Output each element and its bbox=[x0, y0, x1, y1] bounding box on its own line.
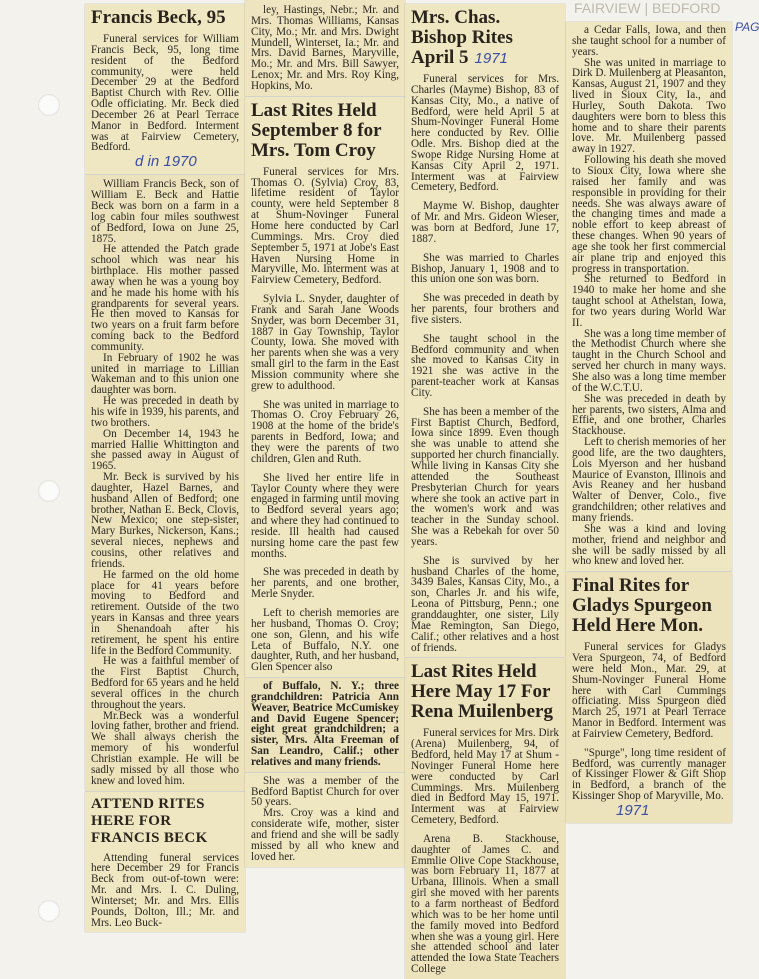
headline: Last Rites Held September 8 for Mrs. Tom Croy bbox=[251, 99, 382, 161]
paragraph: Arena B. Stackhouse, daughter of James C. and Emmlie Olive Cope Stackhouse, was born February 11, 1877 at Urbana, Illinois. When a small girl she moved with her parents to a farm northeast of Bedford which was to be her home until the family moved into Bedford when she was a young girl. Here she attended school and later attended the Iowa State Teachers College bbox=[411, 832, 559, 976]
clipping-croy-end bbox=[245, 773, 405, 867]
column-3 bbox=[405, 4, 565, 979]
cemetery-stamp: FAIRVIEW | BEDFORD bbox=[574, 0, 721, 16]
headline-text: Mrs. Chas. Bishop Rites April 5 bbox=[411, 7, 513, 68]
paragraph: She was united in marriage to Thomas O. Croy February 26, 1908 at the home of the bride's parents in Bedford, Iowa; and they were the parents of two children, Glen and Ruth. bbox=[251, 398, 399, 465]
paragraph: She was a member of the Bedford Baptist Church for over 50 years. bbox=[251, 774, 399, 809]
clipping-croy bbox=[245, 97, 405, 677]
paragraph: She is survived by her husband Charles of the home, 3439 Bales, Kansas City, Mo., a son, Charles Jr. and his wife, Leona of Pittsburg, Penn.; one granddaughter, one sister, Lily Mae Remington, San Diego, Calif.; other relatives and a host of friends. bbox=[411, 554, 559, 654]
paragraph: In February of 1902 he was united in marriage to Lillian Wakeman and to this union one daughter was born. bbox=[91, 351, 239, 397]
paragraph: She taught school in the Bedford community and when she moved to Kansas City in 1921 she was active in the parent-teacher work at Kansas City. bbox=[411, 332, 559, 399]
headline: Francis Beck, 95 bbox=[91, 7, 226, 28]
paragraph: He attended the Patch grade school which was near his birthplace. His mother passed away when he was a young boy and he made his home with his grandparents for several years. He then moved to Kansas for two years on a fruit farm before coming back to the Bedford community. bbox=[91, 243, 239, 353]
paragraph: Mr. Beck is survived by his daughter, Hazel Barnes, and husband Allen of Bedford; one brother, Nathan E. Beck, Clovis, New Mexico; one step-sister, Mary Burkes, Nickerson, Kans.; several nieces, nephews and cousins, other relatives and friends. bbox=[91, 471, 239, 570]
paragraph: Attending funeral services here December 29 for Francis Beck from out-of-town were: Mr. and Mrs. I. C. Duling, Winterset; Mr. and Mrs. Ellis Pounds, Dolton, Ill.; Mr. and Mrs. Leo Buck- bbox=[91, 851, 239, 929]
article-body bbox=[91, 34, 239, 153]
paragraph: She lived her entire life in Taylor County where they were engaged in farming until moving to Bedford several years ago; and where they had continued to reside. Ill health had caused nursing home care the past few months. bbox=[251, 471, 399, 560]
handwritten-year: 1971 bbox=[474, 50, 508, 67]
paragraph: On December 14, 1943 he married Hallie Whittington and she passed away in August of 1965. bbox=[91, 427, 239, 473]
paragraph: She has been a member of the First Baptist Church, Bedford, Iowa since 1899. Even though she was unable to attend she supported her church financially. While living in Kansas City she attended the Southeast Presbyterian Church for years where she took an active part in the women's work and was teacher in the Sunday school. She was a Rebekah for over 50 years. bbox=[411, 405, 559, 548]
article-body bbox=[411, 728, 559, 975]
paragraph: He was preceded in death by his wife in 1939, his parents, and two brothers. bbox=[91, 395, 239, 429]
paragraph: Sylvia L. Snyder, daughter of Frank and Sarah Jane Woods Snyder, was born December 31, 1887 in Gay Township, Taylor County, Iowa. She moved with her parents when she was a very small girl to the farm in the East Mission community where she grew to adulthood. bbox=[251, 293, 399, 392]
clipping-muilenberg-continued bbox=[566, 22, 732, 571]
paragraph: Funeral services for William Francis Beck, 95, long time resident of the Bedford community, were held December 29 at the Bedford Baptist Church with Rev. Ollie Odle officiating. Mr. Beck died December 26 at Pearl Terrace Manor in Bedford. Interment was at Fairview Cemetery, Bedford. bbox=[91, 33, 239, 154]
paragraph: Funeral services for Gladys Vera Spurgeon, 74, of Bedford were held Mon., Mar. 29, at Shum-Novinger Funeral Home here with Carl Cummings officiating. Miss Spurgeon died March 25, 1971 at Pearl Terrace Manor in Bedford. Interment was at Fairview Cemetery, Bedford. bbox=[572, 641, 726, 740]
paragraph: She was preceded in death by her parents, two sisters, Alma and Effie, and one brother, Charles Stackhouse. bbox=[572, 392, 726, 438]
paragraph: Mrs. Croy was a kind and considerate wife, mother, sister and friend and she will be sadly missed by all who knew and loved her. bbox=[251, 807, 399, 863]
clipping-attend-rites-continued bbox=[245, 0, 405, 96]
headline: Final Rites for Gladys Spurgeon Held Here Mon. bbox=[572, 575, 712, 637]
clipping-croy-survivors bbox=[245, 678, 405, 772]
paragraph: ley, Hastings, Nebr.; Mr. and Mrs. Thomas Williams, Kansas City, Mo.; Mr. and Mrs. Dwight Mundell, Winterset, Ia.; Mr. and Mrs. David Barnes, Maryville, Mo.; Mr. and Mrs. Bill Sawyer, Lenox; Mr. and Mrs. Roy King, Hopkins, Mo. bbox=[251, 4, 399, 92]
column-2 bbox=[245, 0, 405, 867]
paragraph: Mr.Beck was a wonderful loving father, brother and friend. We shall always cherish the memory of his wonderful Christian example. He will be sadly missed by all those who knew and loved him. bbox=[91, 709, 239, 787]
paragraph: Funeral services for Mrs. Dirk (Arena) Muilenberg, 94, of Bedford, held May 17 at Shum - Novinger Funeral Home here were conducted by Carl Cummings. Mrs. Muilenberg died in Bedford May 15, 1971. Interment was at Fairview Cemetery, Bedford. bbox=[411, 727, 559, 827]
paragraph: "Spurge", long time resident of Bedford, was currently manager of Kissinger Flower & Gift Shop in Bedford, a branch of the Kissinger Shop of Maryville, Mo. bbox=[572, 746, 726, 803]
binder-hole bbox=[38, 900, 60, 922]
clipping-beck-header bbox=[85, 4, 245, 174]
headline bbox=[411, 8, 559, 68]
article-body bbox=[91, 853, 239, 929]
paragraph: She was united in marriage to Dirk D. Muilenberg at Pleasanton, Kansas, August 21, 1907 and they lived in Sioux City, Ia., and Hurley, South Dakota. Two daughters were born to bless this home and to share their parents love. Mr. Muilenberg passed away in 1927. bbox=[572, 56, 726, 156]
clipping-spurgeon bbox=[566, 572, 732, 823]
article-body bbox=[572, 25, 726, 567]
clipping-attend-rites bbox=[85, 792, 245, 933]
paragraph: She returned to Bedford in 1940 to make her home and she taught school at Athelstan, Iowa, for two years during World War II. bbox=[572, 273, 726, 329]
paragraph: He farmed on the old home place for 41 years before moving to Bedford and retirement. Outside of the two years in Kansas and three years in Shenandoah after his retirement, he spent his entire life in the Bedford Community. bbox=[91, 568, 239, 657]
headline: Last Rites Held Here May 17 For Rena Muilenberg bbox=[411, 661, 553, 723]
paragraph: She was preceded in death by her parents, four brothers and five sisters. bbox=[411, 292, 559, 326]
column-4 bbox=[566, 22, 732, 823]
article-body bbox=[411, 74, 559, 653]
paragraph: Mayme W. Bishop, daughter of Mr. and Mrs. Gideon Wieser, was born at Bedford, June 17, 1887. bbox=[411, 200, 559, 245]
article-body bbox=[251, 776, 399, 863]
paragraph: Funeral services for Mrs. Charles (Mayme) Bishop, 83 of Kansas City, Mo., a native of Bedford, were held April 5 at Shum-Novinger Funeral Home here conducted by Rev. Ollie Odle. Mrs. Bishop died at the Swope Ridge Nursing Home at Kansas City April 2, 1971. Interment was at Fairview Cemetery, Bedford. bbox=[411, 73, 559, 194]
paragraph: Left to cherish memories are her husband, Thomas O. Croy; one son, Glenn, and his wife Leta of Buffalo, N.Y. one daughter, Ruth, and her husband, Glen Spencer also bbox=[251, 606, 399, 674]
paragraph: She was married to Charles Bishop, January 1, 1908 and to this union one son was born. bbox=[411, 251, 559, 286]
headline: ATTEND RITES HERE FOR FRANCIS BECK bbox=[91, 795, 208, 846]
article-body bbox=[572, 642, 726, 802]
paragraph: She was a long time member of the Methodist Church where she taught in the Church School and served her church in many ways. She also was a long time member of the W.C.T.U. bbox=[572, 327, 726, 394]
article-body bbox=[91, 179, 239, 786]
article-body bbox=[251, 681, 399, 768]
binder-hole bbox=[38, 480, 60, 502]
paragraph: She was preceded in death by her parents, and one brother, Merle Snyder. bbox=[251, 566, 399, 601]
paragraph: Following his death she moved to Sioux City, Iowa where she raised her family and was responsible in providing for their needs. She was always aware of the changing times and made a noble effort to keep abreast of these changes. When 90 years of age she took her first commercial air plane trip and enjoyed this progress in transportation. bbox=[572, 154, 726, 275]
paragraph: of Buffalo, N. Y.; three grandchildren: Patricia Ann Weaver, Beatrice McCumiskey and David Eugene Spencer; eight great grandchildren; a sister, Mrs. Alta Freeman of San Leandro, Calif.; other relatives and many friends. bbox=[251, 680, 399, 768]
paragraph: a Cedar Falls, Iowa, and then she taught school for a number of years. bbox=[572, 24, 726, 58]
clipping-beck-body bbox=[85, 175, 245, 790]
handwritten-year: 1971 bbox=[616, 802, 650, 819]
binder-hole bbox=[38, 94, 60, 116]
clipping-muilenberg bbox=[405, 658, 565, 979]
paragraph: Left to cherish memories of her good life, are the two daughters, Lois Myerson and her husband Maurice of Evanston, Illinois and Avis Reaney and her husband Walter of Denver, Colo., five grandchildren; other relatives and many friends. bbox=[572, 436, 726, 524]
article-body bbox=[251, 5, 399, 92]
article-body bbox=[251, 167, 399, 673]
handwritten-note: d in 1970 bbox=[135, 153, 197, 171]
paragraph: William Francis Beck, son of William E. Beck and Hattie Beck was born on a farm in a log cabin four miles southwest of Bedford, Iowa on June 25, 1875. bbox=[91, 178, 239, 245]
page-mark: PAG bbox=[735, 20, 759, 34]
paragraph: She was a kind and loving mother, friend and neighbor and she will be sadly missed by all who knew and loved her. bbox=[572, 522, 726, 568]
column-1 bbox=[85, 4, 245, 932]
paragraph: Funeral services for Mrs. Thomas O. (Sylvia) Croy, 83, lifetime resident of Taylor county, were held September 8 at Shum-Novinger Funeral Home here conducted by Carl Cummings. Mrs. Croy died September 5, 1971 at Jobe's East Haven Nursing Home in Maryville, Mo. Interment was at Fairview Cemetery, Bedford. bbox=[251, 165, 399, 287]
paragraph: He was a faithful member of the First Baptist Church, Bedford for 65 years and he held several offices in the church throughout the years. bbox=[91, 655, 239, 711]
clipping-bishop bbox=[405, 4, 565, 657]
